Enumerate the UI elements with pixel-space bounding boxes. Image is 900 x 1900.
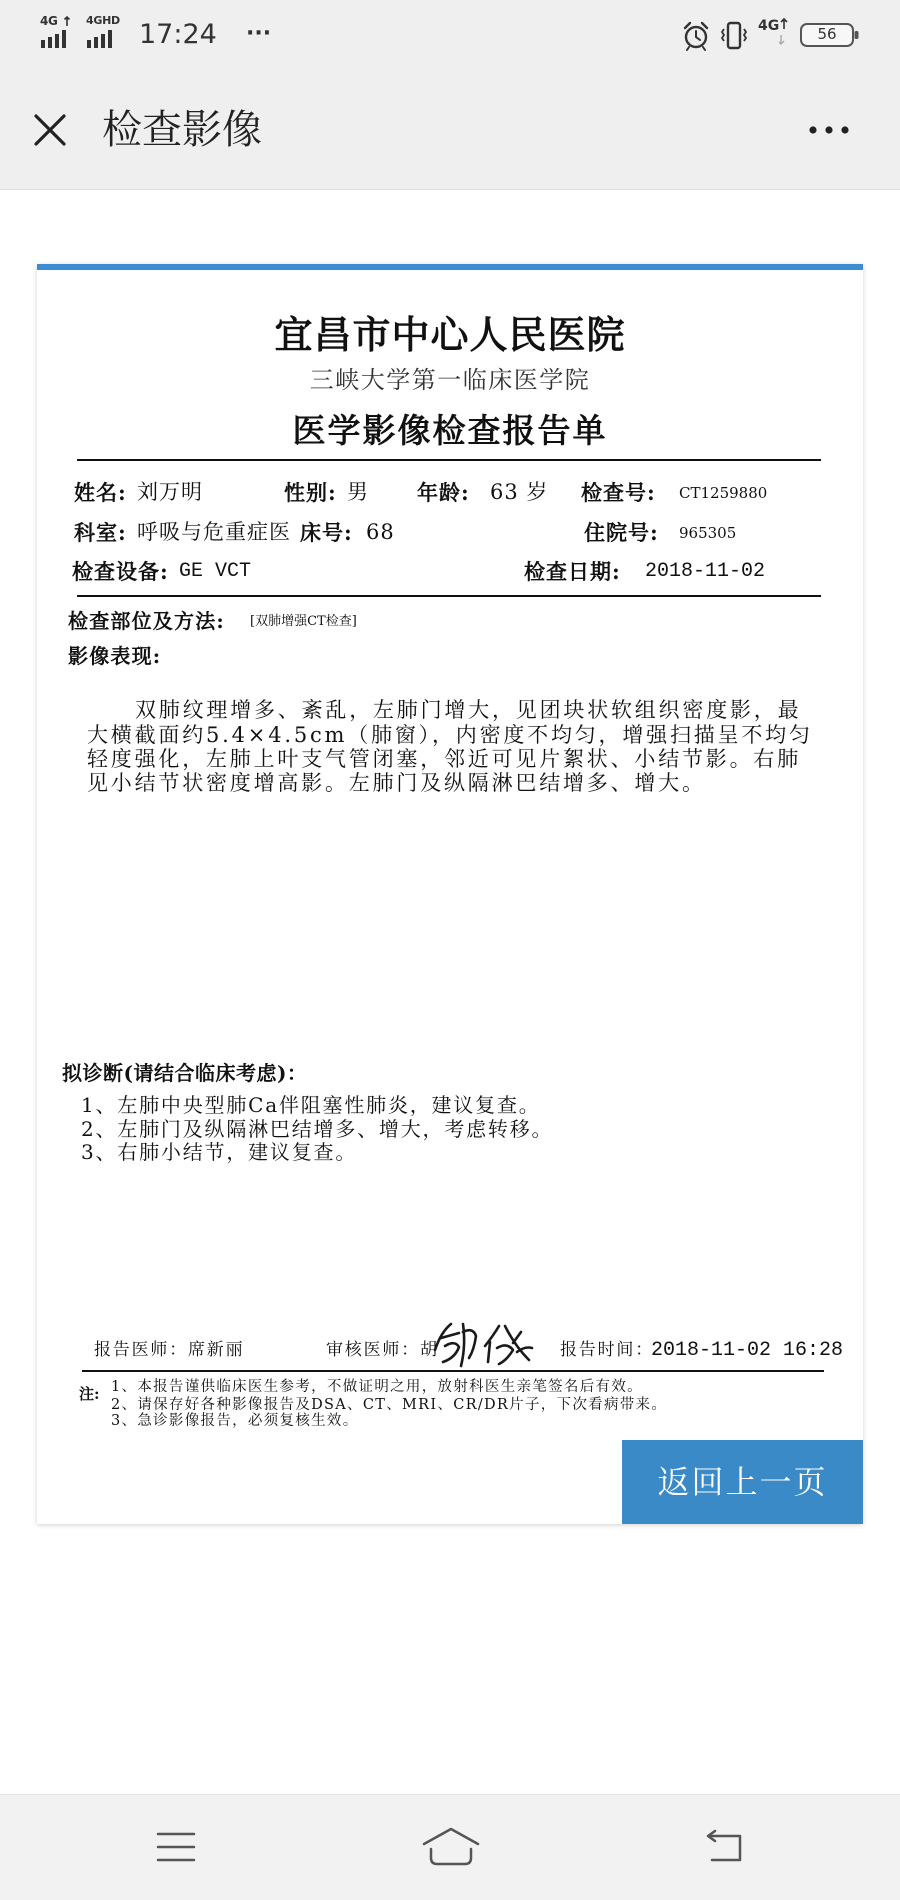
diagnosis-item: 2、左肺门及纵隔淋巴结增多、增大，考虑转移。: [81, 1117, 554, 1141]
close-icon[interactable]: [33, 113, 67, 147]
alarm-clock-icon: [681, 20, 711, 52]
exam-no: CT1259880: [679, 484, 768, 502]
sex-label: 性别:: [284, 480, 337, 505]
top-bar: [0, 0, 900, 190]
report-title: 医学影像检查报告单: [292, 411, 608, 450]
status-more-indicator: ···: [246, 21, 272, 46]
signature-icon: [429, 1316, 535, 1372]
page-title: 检查影像: [102, 107, 262, 153]
report-time-label: 报告时间：: [560, 1340, 654, 1360]
hospital-name: 宜昌市中心人民医院: [274, 312, 626, 357]
header-divider: [77, 459, 821, 461]
bed-label: 床号:: [300, 520, 353, 545]
reporting-doctor: 报告医师：席新丽: [94, 1340, 245, 1360]
diagnosis-item: 3、右肺小结节，建议复查。: [81, 1140, 358, 1164]
note-item: 1、本报告谨供临床医生参考，不做证明之用，放射科医生亲笔签名后有效。: [111, 1379, 643, 1395]
device: GE VCT: [179, 560, 252, 583]
age-label: 年龄:: [417, 480, 470, 505]
inpatient-no: 965305: [679, 524, 737, 542]
bottom-nav-bar: [0, 1794, 900, 1900]
method-label: 检查部位及方法:: [68, 609, 225, 633]
exam-date: 2018-11-02: [645, 560, 766, 583]
report-time: 2018-11-02 16:28: [651, 1339, 844, 1362]
more-icon[interactable]: [808, 122, 850, 138]
back-button[interactable]: 返回上一页: [622, 1440, 863, 1524]
info-divider: [77, 595, 821, 597]
exam-no-label: 检查号:: [581, 480, 656, 505]
sim1-network-label: 4G: [40, 14, 58, 28]
sim2-network-label: 4GHD: [86, 14, 120, 27]
status-time: 17:24: [139, 19, 217, 50]
note-item: 2、请保存好各种影像报告及DSA、CT、MRI、CR/DR片子，下次看病带来。: [111, 1397, 668, 1413]
data-arrows-icon: [779, 17, 791, 47]
patient-name: 刘万明: [137, 480, 203, 504]
battery-level: 56: [817, 25, 837, 43]
bed-number: 68: [366, 520, 395, 544]
department: 呼吸与危重症医: [137, 520, 291, 544]
college-name: 三峡大学第一临床医学院: [309, 366, 591, 394]
department-label: 科室:: [74, 520, 127, 545]
patient-sex: 男: [347, 480, 369, 504]
inpatient-no-label: 住院号:: [584, 520, 659, 545]
card-accent-bar: [37, 264, 863, 270]
vibrate-icon: [719, 20, 749, 52]
findings-line: 大横截面约5.4×4.5cm（肺窗），内密度不均匀，增强扫描呈不均匀: [87, 723, 813, 747]
back-icon[interactable]: [703, 1829, 745, 1865]
report-card: [37, 264, 863, 1524]
name-label: 姓名:: [74, 480, 127, 505]
findings-line: 双肺纹理增多、紊乱，左肺门增大，见团块状软组织密度影，最: [135, 698, 802, 722]
findings-line: 轻度强化，左肺上叶支气管闭塞，邻近可见片絮状、小结节影。右肺: [87, 747, 801, 771]
menu-icon[interactable]: [155, 1829, 197, 1865]
device-label: 检查设备:: [72, 559, 169, 584]
reviewing-doctor: 审核医师：胡: [326, 1340, 439, 1360]
exam-method: [双肺增强CT检查]: [250, 614, 357, 629]
footer-divider: [82, 1370, 824, 1372]
findings-line: 见小结节状密度增高影。左肺门及纵隔淋巴结增多、增大。: [87, 771, 706, 795]
exam-date-label: 检查日期:: [524, 559, 621, 584]
note-item: 3、急诊影像报告，必须复核生效。: [111, 1413, 359, 1429]
mobile-data-label: 4G: [758, 18, 780, 34]
signal-sim2: [86, 15, 128, 49]
home-icon[interactable]: [420, 1826, 482, 1868]
patient-age: 63 岁: [490, 480, 549, 504]
notes-label: 注:: [79, 1385, 100, 1403]
diagnosis-label: 拟诊断(请结合临床考虑)：: [62, 1061, 308, 1085]
findings-label: 影像表现:: [68, 644, 162, 668]
diagnosis-item: 1、左肺中央型肺Ca伴阻塞性肺炎，建议复查。: [81, 1093, 541, 1117]
signal-sim1: [40, 15, 76, 49]
